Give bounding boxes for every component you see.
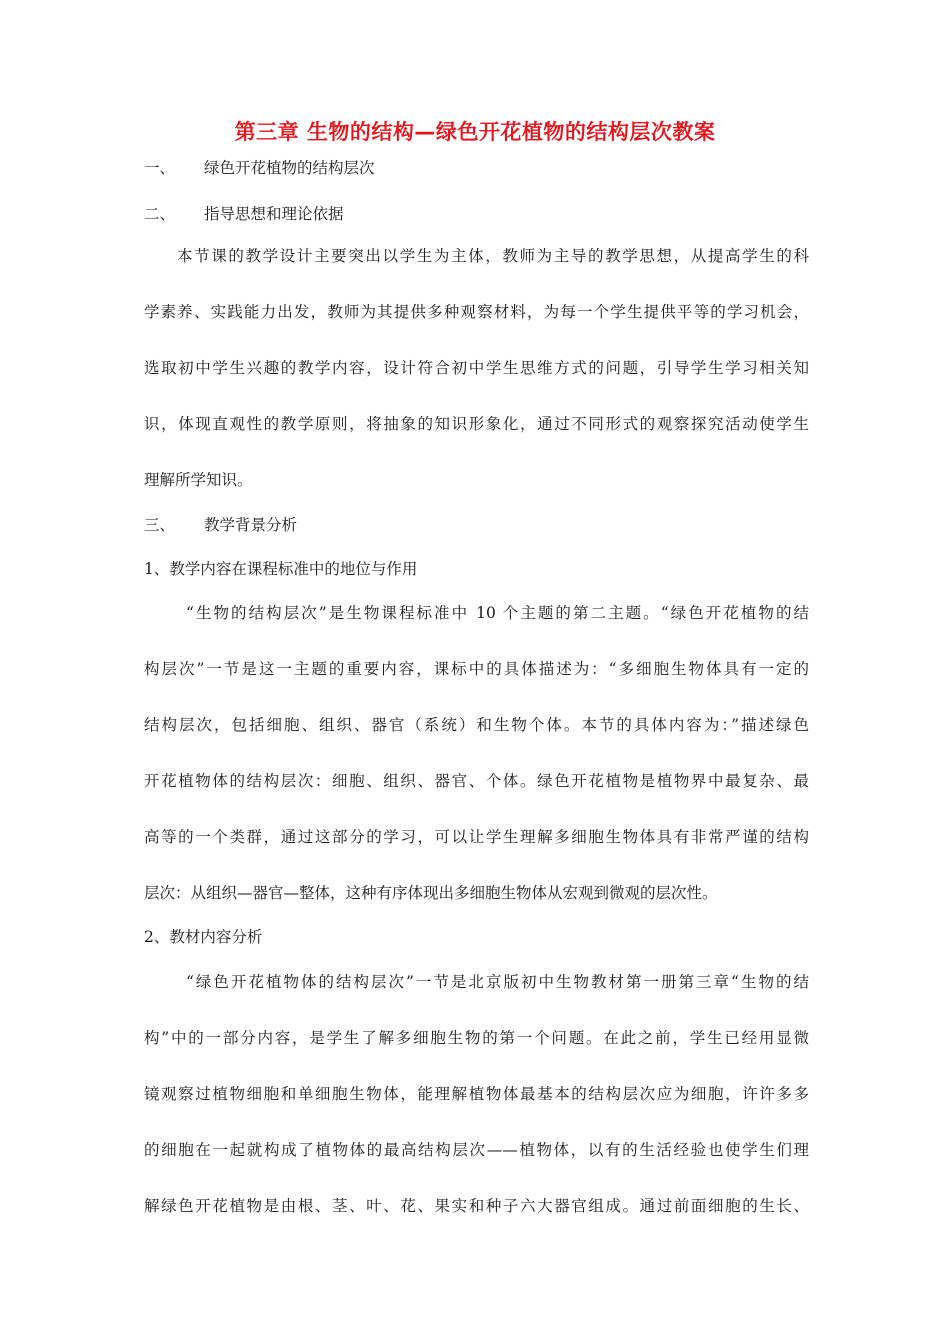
paragraph-line: 识，体现直观性的教学原则，将抽象的知识形象化，通过不同形式的观察探究活动使学生 [144,415,809,433]
paragraph-line: 学素养、实践能力出发，教师为其提供多种观察材料，为每一个学生提供平等的学习机会， [144,303,809,321]
paragraph-line: 本节课的教学设计主要突出以学生为主体，教师为主导的教学思想，从提高学生的科 [177,247,809,265]
section-number: 一、 [144,159,176,177]
paragraph-line: 解绿色开花植物是由根、茎、叶、花、果实和种子六大器官组成。通过前面细胞的生长、 [144,1197,809,1215]
section-title: 绿色开花植物的结构层次 [204,159,375,177]
paragraph-line: 构”中的一部分内容，是学生了解多细胞生物的第一个问题。在此之前，学生已经用显微 [144,1029,809,1047]
document-title: 第三章 生物的结构—绿色开花植物的结构层次教案 [234,120,716,144]
section-heading-1 [144,157,809,179]
section-heading-3 [144,514,809,536]
paragraph-line: 镜观察过植物细胞和单细胞生物体，能理解植物体最基本的结构层次应为细胞，许许多多 [144,1085,809,1103]
paragraph-line: “生物的结构层次”是生物课程标准中 10 个主题的第二主题。“绿色开花植物的结 [186,604,809,622]
paragraph-line: 开花植物体的结构层次：细胞、组织、器官、个体。绿色开花植物是植物界中最复杂、最 [144,772,809,790]
subsection-heading-2: 2、教材内容分析 [144,928,263,946]
paragraph-line: 高等的一个类群，通过这部分的学习，可以让学生理解多细胞生物体具有非常严谨的结构 [144,828,809,846]
section-title: 指导思想和理论依据 [204,205,344,223]
subsection-heading-1: 1、教学内容在课程标准中的地位与作用 [144,560,418,578]
section-heading-2 [144,203,809,225]
section-title: 教学背景分析 [204,516,298,534]
paragraph-line: 结构层次，包括细胞、组织、器官（系统）和生物个体。本节的具体内容为：”描述绿色 [144,716,809,734]
paragraph-line: 理解所学知识。 [144,471,253,489]
section-number: 三、 [144,516,176,534]
paragraph-line: 构层次”一节是这一主题的重要内容，课标中的具体描述为：“多细胞生物体具有一定的 [144,660,809,678]
paragraph-line: “绿色开花植物体的结构层次”一节是北京版初中生物教材第一册第三章“生物的结 [186,973,809,991]
section-number: 二、 [144,205,176,223]
paragraph-line: 的细胞在一起就构成了植物体的最高结构层次——植物体，以有的生活经验也使学生们理 [144,1141,809,1159]
paragraph-line: 选取初中学生兴趣的教学内容，设计符合初中学生思维方式的问题，引导学生学习相关知 [144,359,809,377]
paragraph-line: 层次：从组织—器官—整体，这种有序体现出多细胞生物体从宏观到微观的层次性。 [144,884,718,902]
